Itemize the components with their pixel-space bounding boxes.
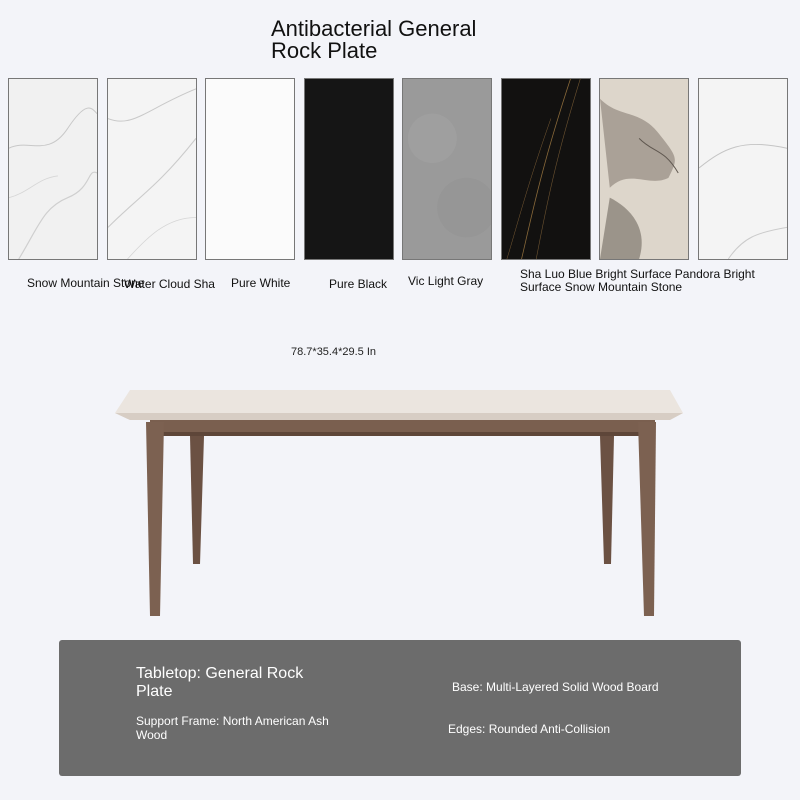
swatch-vic-light-gray[interactable]: [402, 78, 492, 260]
swatch-snow-mountain-stone-bright[interactable]: [698, 78, 788, 260]
spec-base: Base: Multi-Layered Solid Wood Board: [452, 680, 659, 694]
dimensions-label: 78.7*35.4*29.5 In: [291, 346, 377, 358]
table-image: [0, 380, 800, 630]
swatch-sha-luo-blue[interactable]: [501, 78, 591, 260]
spec-edges: Edges: Rounded Anti-Collision: [448, 722, 611, 736]
swatch-label: Sha Luo Blue Bright Surface Pandora Bright Surface Snow Mountain Stone: [520, 267, 755, 294]
spec-tabletop: Tabletop: General Rock Plate: [136, 665, 304, 700]
swatch-label: Snow Mountain Stone: [27, 276, 145, 290]
spec-support-frame: Support Frame: North American Ash Wood: [136, 714, 329, 742]
swatch-label: Vic Light Gray: [408, 274, 484, 288]
swatch-label: Pure Black: [329, 277, 388, 291]
swatch-pandora[interactable]: [599, 78, 689, 260]
swatch-label: Pure White: [231, 276, 291, 290]
swatch-snow-mountain-stone[interactable]: [8, 78, 98, 260]
specs-panel: [59, 640, 741, 776]
swatch-pure-black[interactable]: [304, 78, 394, 260]
page-title: Antibacterial General Rock Plate: [271, 16, 477, 63]
swatch-water-cloud-sha[interactable]: [107, 78, 197, 260]
swatch-label: Water Cloud Sha: [124, 277, 215, 291]
swatch-pure-white[interactable]: [205, 78, 295, 260]
